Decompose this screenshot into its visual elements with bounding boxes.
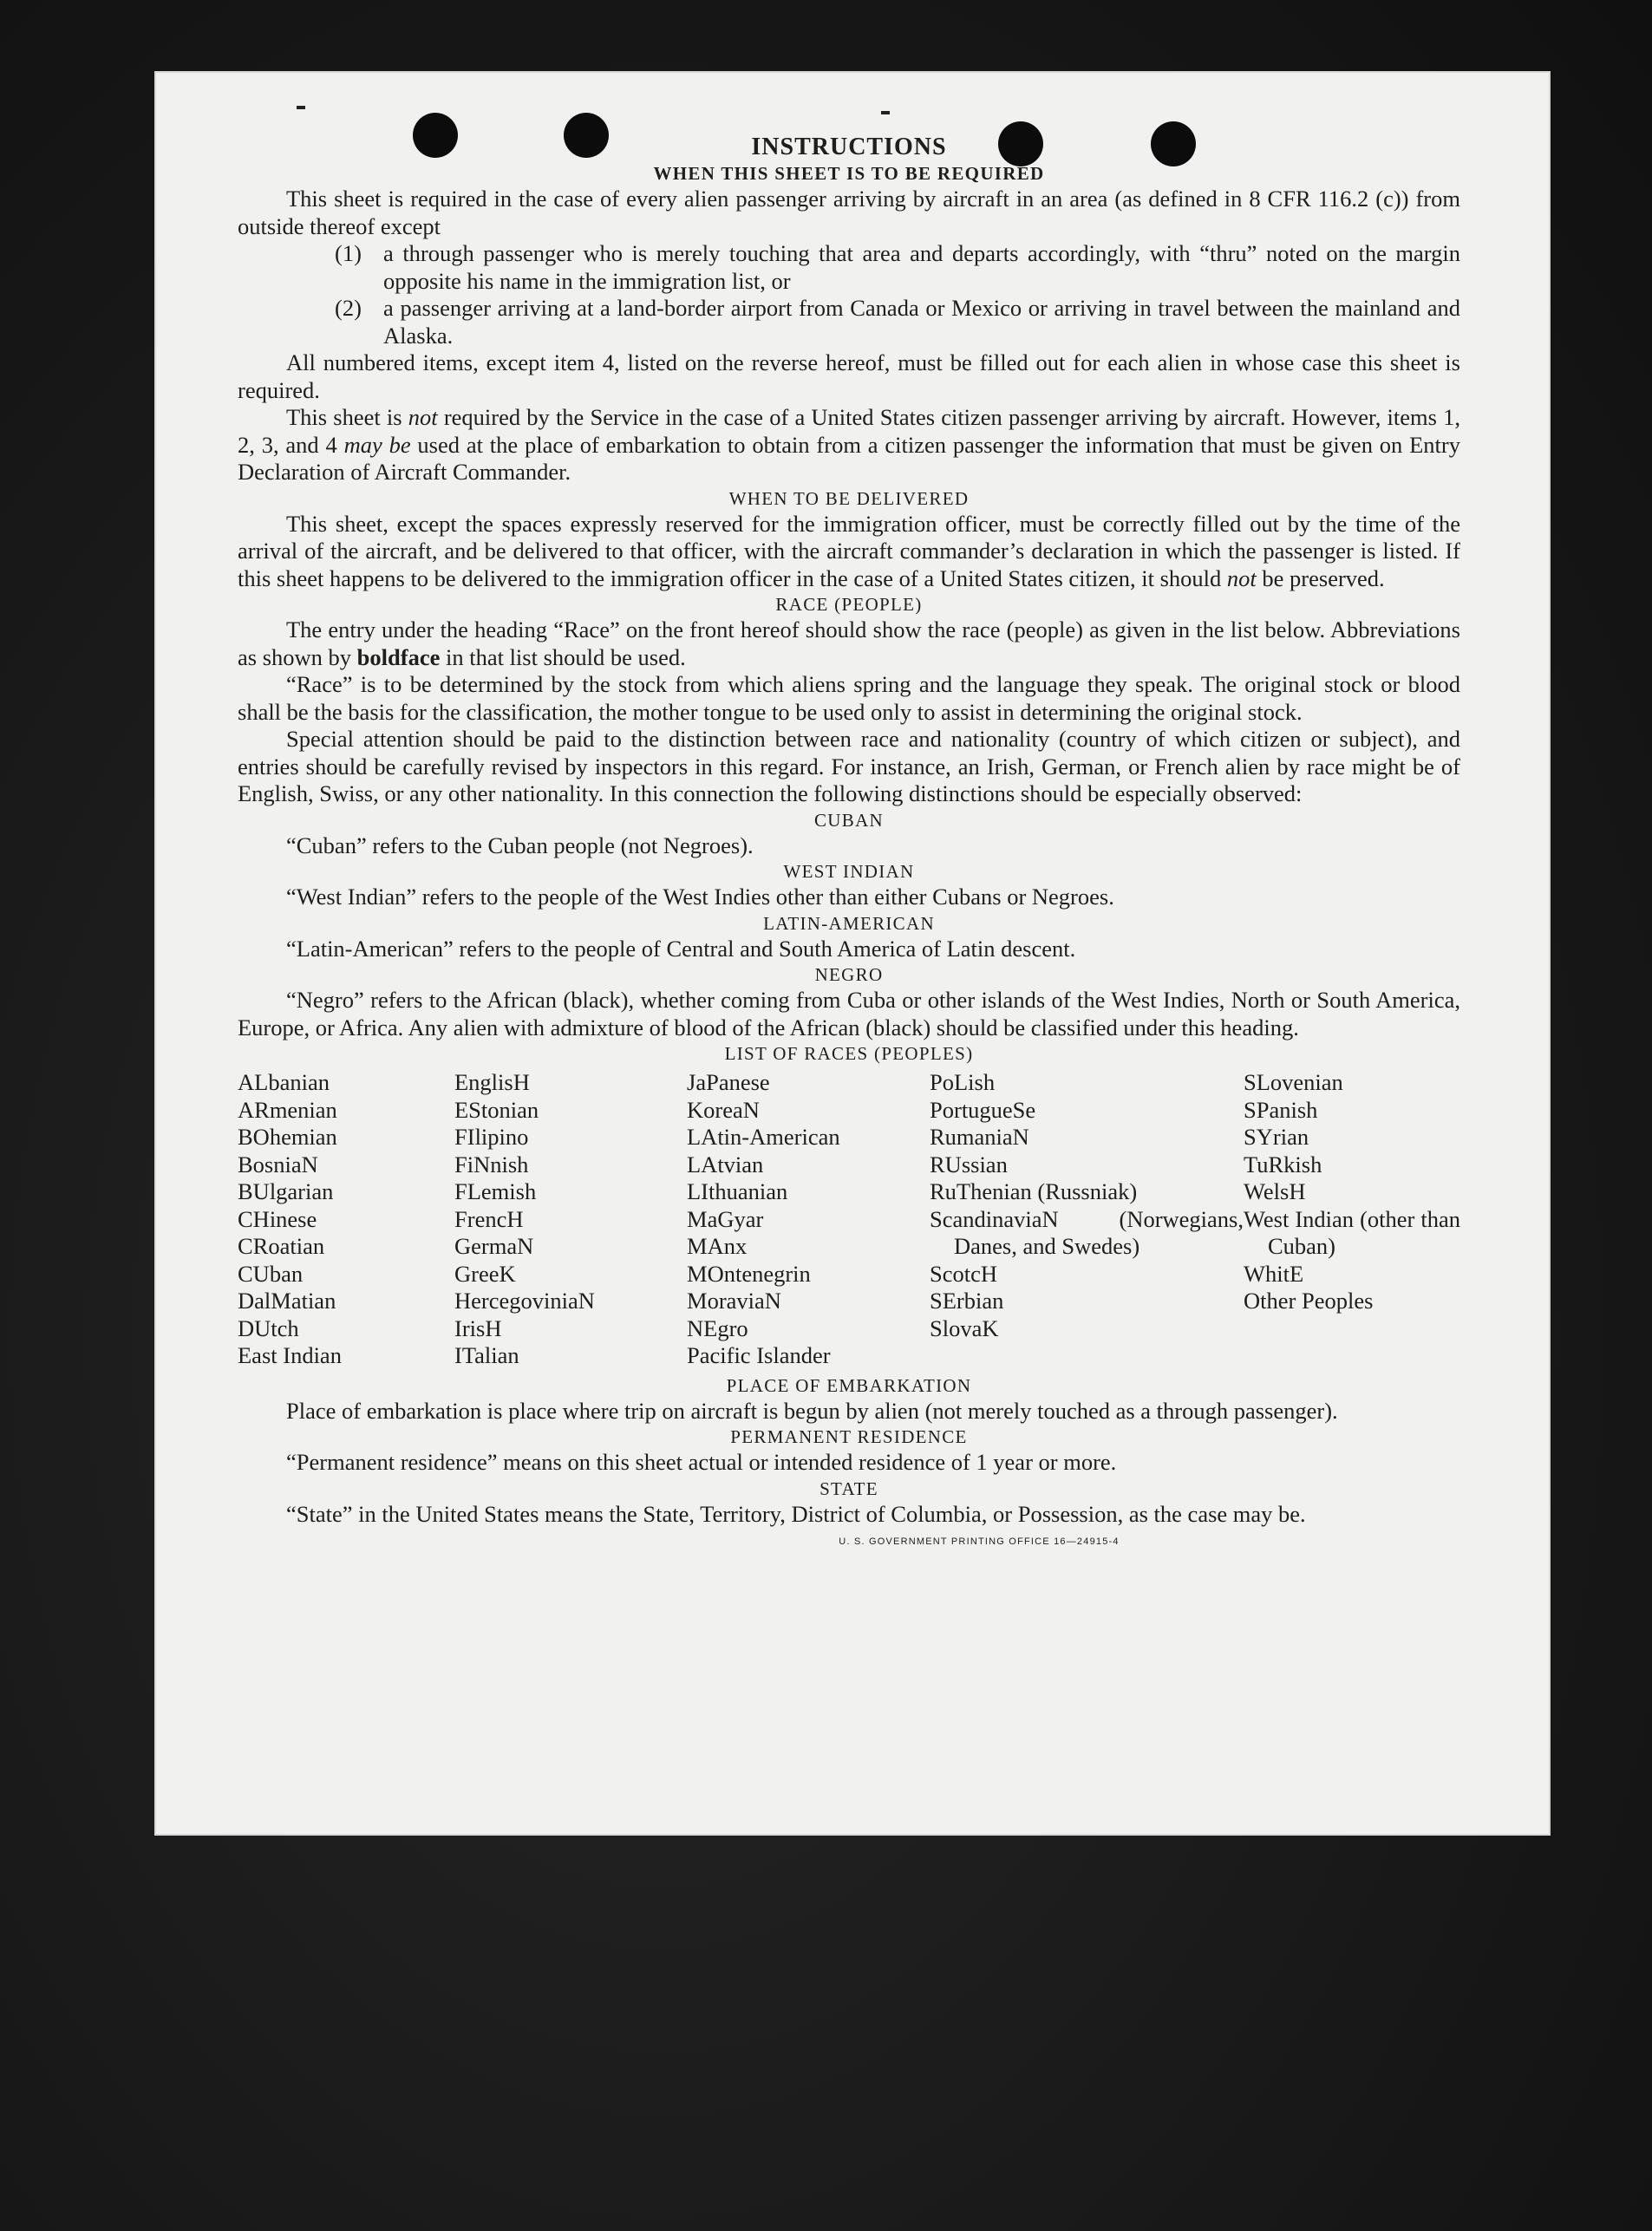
race-entry: ALbanian: [238, 1069, 330, 1095]
section-heading-embarkation: PLACE OF EMBARKATION: [726, 1374, 972, 1396]
race-entry: SErbian: [930, 1288, 1004, 1314]
race-entry: Pacific Islander: [687, 1342, 831, 1368]
race-entry: CUban: [238, 1260, 304, 1287]
race-entry: PortugueSe: [930, 1096, 1036, 1123]
paragraph-required-intro: This sheet is required in the case of every alien passenger arriving by aircraft in an area (as defined in 8 CFR 116.2 (c)) from outside thereof except: [238, 186, 1460, 239]
race-entry: ScotcH: [930, 1260, 998, 1287]
race-entry: West Indian (other than Cuban): [1244, 1205, 1460, 1259]
scan-speck: [297, 106, 305, 109]
paragraph-citizen: [238, 404, 1460, 486]
paragraph-west-indian: “West Indian” refers to the people of the West Indies other than either Cubans or Negroes.: [286, 884, 1114, 910]
item-number: (2): [335, 295, 362, 321]
section-heading-required: WHEN THIS SHEET IS TO BE REQUIRED: [653, 163, 1045, 184]
race-column: [687, 1069, 930, 1370]
paragraph-race-entry: [238, 616, 1460, 671]
race-entry: HercegoviniaN: [454, 1288, 595, 1314]
race-entry: ITalian: [454, 1342, 519, 1368]
race-entry: FiNnish: [454, 1151, 529, 1177]
race-entry: Other Peoples: [1244, 1288, 1374, 1314]
race-entry: IrisH: [454, 1314, 502, 1341]
race-entry: MaGyar: [687, 1205, 764, 1232]
section-heading-race: RACE (PEOPLE): [775, 594, 923, 615]
section-heading-cuban: CUBAN: [813, 809, 884, 831]
instructions-content: [238, 134, 1460, 1550]
race-entry: TuRkish: [1244, 1151, 1322, 1177]
race-entry: PoLish: [930, 1069, 996, 1095]
section-heading-list-of-races: LIST OF RACES (PEOPLES): [724, 1043, 974, 1064]
paragraph-race-stock: “Race” is to be determined by the stock from which aliens spring and the language they speak. The original stock or blood shall be the basis for the classification, the mother tongue to be used only to assist in determining the original stock.: [238, 671, 1460, 725]
item-text: a passenger arriving at a land-border airport from Canada or Mexico or arriving in travel between the mainland and Alaska.: [383, 295, 1460, 349]
race-column: [454, 1069, 687, 1370]
text-run: be preserved.: [1256, 564, 1385, 591]
paragraph-race-nationality: Special attention should be paid to the distinction between race and nationality (country of which citizen or subject), and entries should be carefully revised by inspectors in this regard. For instance, an Irish, German, or French alien by race might be of English, Swiss, or any other nationality. In this connection the following distinctions should be especially observed:: [238, 726, 1460, 806]
bold-text: boldface: [356, 643, 441, 670]
text-run: used at the place of embarkation to obtain from a citizen passenger the information that must be given on Entry Declaration of Aircraft Commander.: [238, 431, 1460, 485]
item-text: a through passenger who is merely touching that area and departs accordingly, with “thru” noted on the margin opposite his name in the immigration list, or: [383, 240, 1460, 294]
race-entry: WhitE: [1244, 1260, 1304, 1287]
race-entry: BUlgarian: [238, 1178, 334, 1204]
race-entry: SlovaK: [930, 1314, 999, 1341]
race-entry: NEgro: [687, 1314, 748, 1341]
section-heading-state: STATE: [819, 1478, 878, 1499]
race-column: [1244, 1069, 1460, 1370]
race-column: [930, 1069, 1244, 1370]
race-entry: RuThenian (Russniak): [930, 1178, 1138, 1204]
section-heading-delivered: WHEN TO BE DELIVERED: [728, 487, 970, 509]
section-heading-west-indian: WEST INDIAN: [783, 861, 915, 882]
document-title: INSTRUCTIONS: [751, 134, 947, 160]
text-run: in that list should be used.: [440, 643, 686, 670]
text-run: This sheet, except the spaces expressly reserved for the immigration officer, must be correctly filled out by the time of the arrival of the aircraft, and be delivered to that officer, with the aircraft commander’s declaration in which the passenger is listed. If this sheet happens to be delivered to the immigration officer in the case of a United States citizen, it should: [238, 510, 1460, 591]
race-entry: FrencH: [454, 1205, 524, 1232]
race-entry: GreeK: [454, 1260, 516, 1287]
paragraph-latin-american: “Latin-American” refers to the people of Central and South America of Latin descent.: [286, 935, 1076, 962]
italic-text: not: [408, 404, 438, 430]
item-number: (1): [335, 240, 362, 266]
section-heading-residence: PERMANENT RESIDENCE: [730, 1426, 968, 1447]
race-entry: FLemish: [454, 1178, 537, 1204]
race-entry: LAtin-American: [687, 1124, 840, 1150]
race-entry: CHinese: [238, 1205, 317, 1232]
race-entry: SLovenian: [1244, 1069, 1343, 1095]
race-entry: SPanish: [1244, 1096, 1318, 1123]
race-entry: EStonian: [454, 1096, 539, 1123]
race-entry: DUtch: [238, 1314, 299, 1341]
italic-text: may be: [343, 431, 411, 458]
race-entry: DalMatian: [238, 1288, 336, 1314]
paragraph-state: “State” in the United States means the State, Territory, District of Columbia, or Possession, as the case may be.: [286, 1500, 1306, 1527]
race-list: [238, 1069, 1460, 1370]
race-entry: SYrian: [1244, 1124, 1309, 1150]
race-entry: LIthuanian: [687, 1178, 788, 1204]
race-entry: ScandinaviaN (Norwegians, Danes, and Swedes): [930, 1205, 1244, 1259]
race-entry: BosniaN: [238, 1151, 318, 1177]
paragraph-delivered: [238, 511, 1460, 593]
section-heading-negro: NEGRO: [814, 964, 884, 985]
list-item: [238, 240, 1460, 295]
race-entry: KoreaN: [687, 1096, 760, 1123]
race-entry: MAnx: [687, 1233, 748, 1259]
race-entry: East Indian: [238, 1342, 342, 1368]
paragraph-numbered-items: All numbered items, except item 4, listed on the reverse hereof, must be filled out for each alien in whose case this sheet is required.: [238, 349, 1460, 403]
paragraph-residence: “Permanent residence” means on this sheet actual or intended residence of 1 year or more.: [286, 1449, 1117, 1475]
paragraph-embarkation: Place of embarkation is place where trip on aircraft is begun by alien (not merely touched as a through passenger).: [286, 1397, 1338, 1424]
race-entry: RumaniaN: [930, 1124, 1029, 1150]
race-entry: CRoatian: [238, 1233, 325, 1259]
race-entry: RUssian: [930, 1151, 1008, 1177]
race-column: [238, 1069, 454, 1370]
section-heading-latin-american: LATIN-AMERICAN: [763, 912, 935, 934]
scan-speck: [881, 111, 890, 114]
text-run: The entry under the heading “Race” on the front hereof should show the race (people) as given in the list below. Abbreviations as shown by: [238, 616, 1460, 670]
list-item: [238, 295, 1460, 349]
race-entry: MOntenegrin: [687, 1260, 811, 1287]
race-entry: WelsH: [1244, 1178, 1306, 1204]
race-entry: ARmenian: [238, 1096, 337, 1123]
race-entry: GermaN: [454, 1233, 534, 1259]
document-sheet: [154, 71, 1551, 1836]
race-entry: LAtvian: [687, 1151, 764, 1177]
text-run: This sheet is: [286, 404, 408, 430]
race-entry: MoraviaN: [687, 1288, 781, 1314]
text-run: required by the Service in the case of a United States citizen passenger arriving by aircraft. However, items 1, 2, 3, and 4: [238, 404, 1460, 458]
race-entry: BOhemian: [238, 1124, 337, 1150]
race-entry: FIlipino: [454, 1124, 529, 1150]
race-entry: JaPanese: [687, 1069, 770, 1095]
paragraph-negro: “Negro” refers to the African (black), whether coming from Cuba or other islands of the West Indies, North or South America, Europe, or Africa. Any alien with admixture of blood of the African (black) should be classified under this heading.: [238, 987, 1460, 1040]
race-entry: EnglisH: [454, 1069, 530, 1095]
italic-text: not: [1226, 564, 1257, 591]
printer-imprint: U. S. GOVERNMENT PRINTING OFFICE 16—24915-4: [839, 1536, 1120, 1547]
paragraph-cuban: “Cuban” refers to the Cuban people (not Negroes).: [286, 832, 754, 858]
